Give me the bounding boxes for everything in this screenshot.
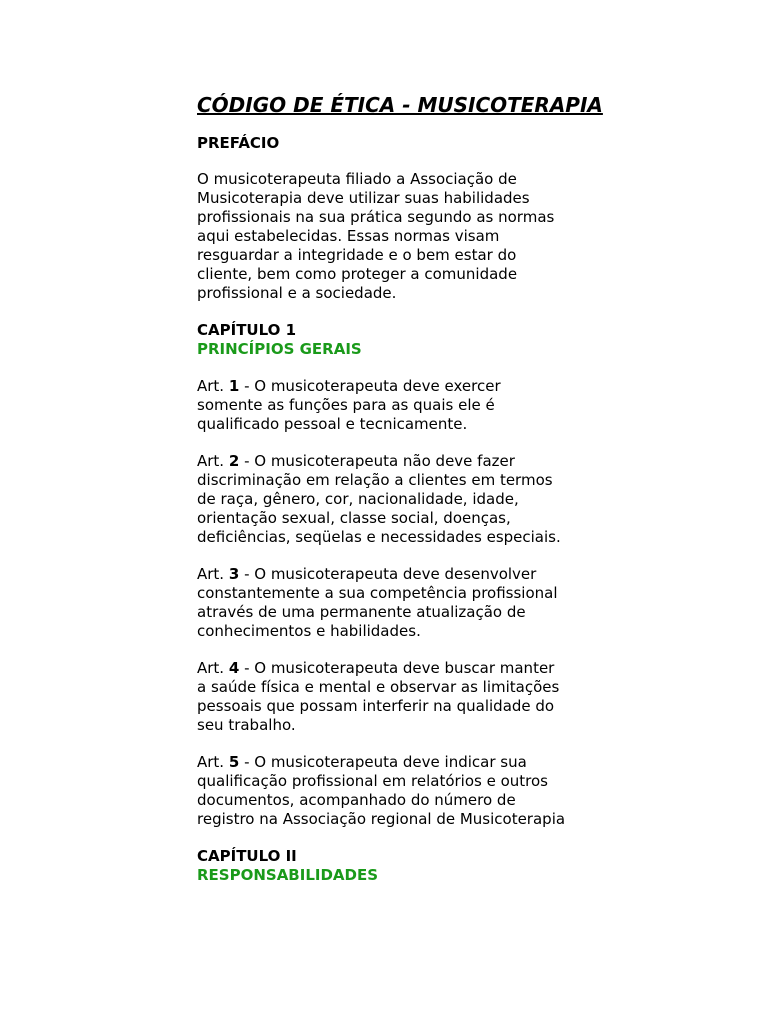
article-3	[197, 565, 597, 641]
article-1	[197, 377, 597, 434]
article-line: qualificação profissional em relatórios e outros	[197, 772, 548, 790]
preface-line: profissionais na sua prática segundo as normas	[197, 208, 555, 226]
preface-line: O musicoterapeuta filiado a Associação de	[197, 170, 517, 188]
chapter-2-label: CAPÍTULO II	[197, 847, 297, 865]
chapter-2-section	[197, 847, 597, 885]
article-first-line: Art. 3 - O musicoterapeuta deve desenvolver	[197, 565, 537, 583]
chapter-1-section	[197, 321, 597, 359]
article-number: 2	[228, 452, 240, 470]
article-line: qualificado pessoal e tecnicamente.	[197, 415, 468, 433]
preface-section	[197, 134, 597, 303]
article-4	[197, 659, 597, 735]
preface-line: cliente, bem como proteger a comunidade	[197, 265, 518, 283]
article-line: constantemente a sua competência profissional	[197, 584, 558, 602]
article-first-line: Art. 4 - O musicoterapeuta deve buscar manter	[197, 659, 555, 677]
article-5	[197, 753, 597, 829]
preface-line: aqui estabelecidas. Essas normas visam	[197, 227, 500, 245]
article-line: registro na Associação regional de Musicoterapia	[197, 810, 566, 828]
document-page	[197, 92, 603, 885]
article-line: deficiências, seqüelas e necessidades especiais.	[197, 528, 561, 546]
article-first-line: Art. 5 - O musicoterapeuta deve indicar sua	[197, 753, 527, 771]
article-line: discriminação em relação a clientes em termos	[197, 471, 553, 489]
chapter-2-subtitle: RESPONSABILIDADES	[197, 866, 379, 884]
preface-line: resguardar a integridade e o bem estar do	[197, 246, 517, 264]
article-2	[197, 452, 597, 547]
article-line: orientação sexual, classe social, doenças,	[197, 509, 511, 527]
article-line: seu trabalho.	[197, 716, 296, 734]
article-line: pessoais que possam interferir na qualidade do	[197, 697, 555, 715]
chapter-1-label: CAPÍTULO 1	[197, 321, 297, 339]
preface-line: Musicoterapia deve utilizar suas habilidades	[197, 189, 530, 207]
article-first-line: Art. 1 - O musicoterapeuta deve exercer	[197, 377, 501, 395]
article-first-line: Art. 2 - O musicoterapeuta não deve fazer	[197, 452, 515, 470]
article-number: 1	[228, 377, 240, 395]
article-line: documentos, acompanhado do número de	[197, 791, 516, 809]
preface-line: profissional e a sociedade.	[197, 284, 397, 302]
article-line: a saúde física e mental e observar as limitações	[197, 678, 560, 696]
preface-paragraph	[197, 170, 597, 303]
article-line: somente as funções para as quais ele é	[197, 396, 495, 414]
preface-heading: PREFÁCIO	[197, 134, 280, 152]
article-number: 3	[228, 565, 240, 583]
article-number: 5	[228, 753, 240, 771]
article-line: de raça, gênero, cor, nacionalidade, idade,	[197, 490, 519, 508]
chapter-1-subtitle: PRINCÍPIOS GERAIS	[197, 340, 362, 358]
article-line: através de uma permanente atualização de	[197, 603, 526, 621]
article-number: 4	[228, 659, 240, 677]
document-title: CÓDIGO DE ÉTICA - MUSICOTERAPIA	[197, 93, 603, 117]
article-line: conhecimentos e habilidades.	[197, 622, 421, 640]
